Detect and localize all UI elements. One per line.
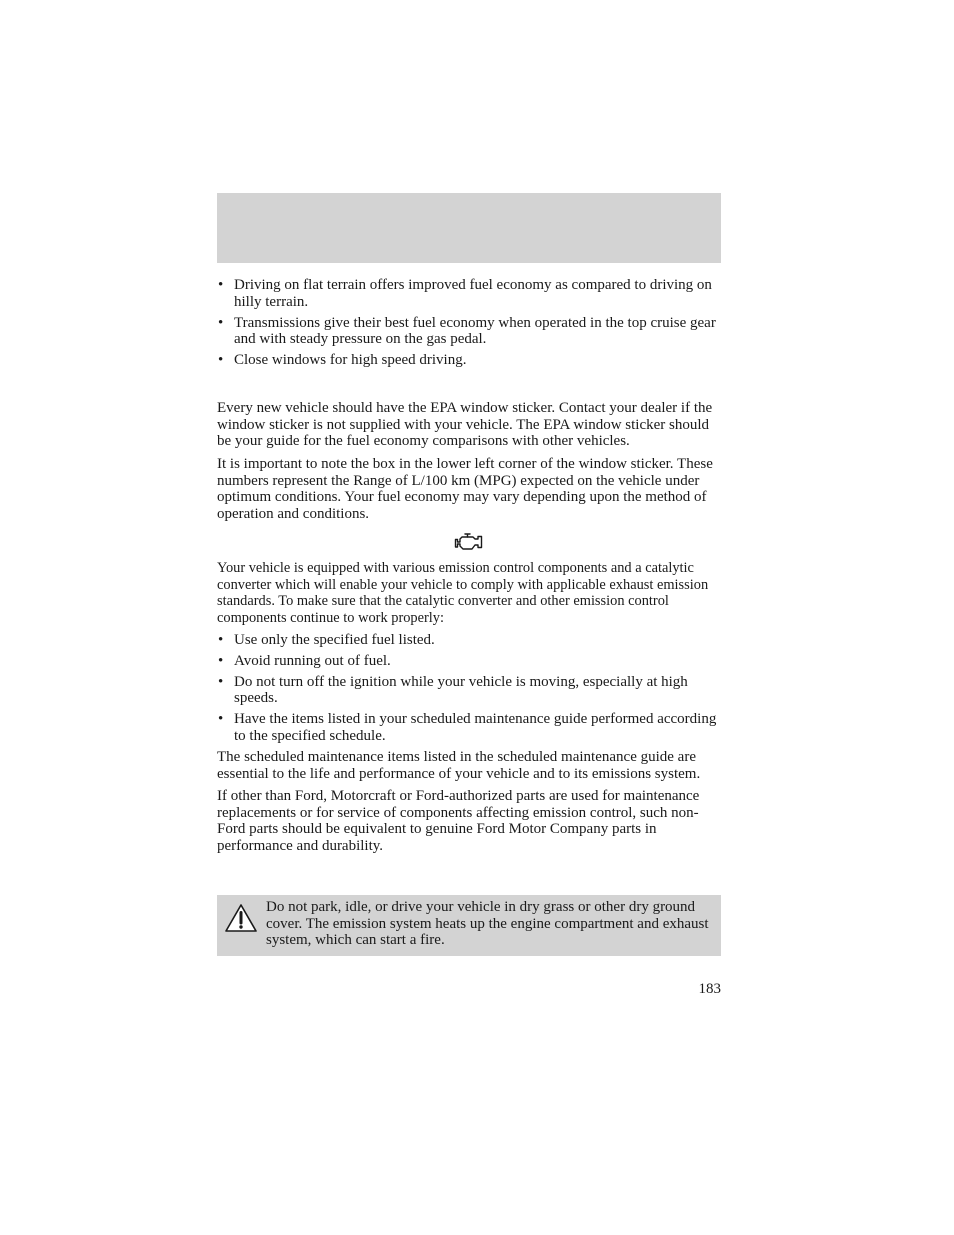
bullet-mark: •: [218, 314, 224, 331]
list-item-text: Do not turn off the ignition while your vehicle is moving, especially at high speeds.: [234, 673, 688, 707]
list-item: [217, 315, 721, 348]
section-gap: [217, 373, 721, 400]
list-item: [217, 277, 721, 310]
list-item-text: Have the items listed in your scheduled maintenance guide performed according to the specified schedule.: [234, 711, 717, 745]
list-item: [217, 674, 721, 707]
emission-intro: Your vehicle is equipped with various emission control components and a catalytic converter which will enable your vehicle to comply with applicable exhaust emission standards. To make sure that the catalytic converter and other emission control components continue to work properly:: [217, 560, 709, 626]
warning-box: [217, 895, 721, 956]
list-item: [217, 632, 721, 649]
emission-icon-row: [217, 532, 721, 554]
list-item: [217, 352, 721, 369]
epa-paragraph: Every new vehicle should have the EPA window sticker. Contact your dealer if the window sticker is not supplied with your vehicle. The EPA window sticker should be your guide for the fuel economy comparisons with other vehicles.: [217, 400, 713, 450]
fuel-tips-list: [217, 277, 721, 369]
list-item: [217, 653, 721, 670]
list-item-text: Driving on flat terrain offers improved fuel economy as compared to driving on hilly terrain.: [234, 277, 712, 310]
list-item: [217, 711, 721, 744]
warning-text: Do not park, idle, or drive your vehicle in dry grass or other dry ground cover. The emission system heats up the engine compartment and exhaust system, which can start a fire.: [266, 899, 709, 949]
warning-triangle-icon: [224, 903, 258, 933]
bullet-mark: •: [218, 711, 224, 728]
page-content: [217, 277, 721, 861]
bullet-mark: •: [218, 652, 224, 669]
list-item-text: Use only the specified fuel listed.: [234, 631, 435, 648]
bullet-mark: •: [218, 631, 224, 648]
list-item-text: Transmissions give their best fuel economy when operated in the top cruise gear and with steady pressure on the gas pedal.: [234, 314, 716, 348]
bullet-mark: •: [218, 277, 224, 293]
bullet-mark: •: [218, 673, 224, 690]
list-item-text: Close windows for high speed driving.: [234, 352, 467, 369]
page-number: 183: [698, 981, 721, 997]
engine-icon: [454, 532, 484, 552]
parts-paragraph: If other than Ford, Motorcraft or Ford-authorized parts are used for maintenance replacements or for service of components affecting emission control, such non-Ford parts should be equivalent to genuine Ford Motor Company parts in performance and durability.: [217, 788, 700, 855]
epa-paragraph: It is important to note the box in the lower left corner of the window sticker. These numbers represent the Range of L/100 km (MPG) expected on the vehicle under optimum conditions. Your fuel economy may vary depending upon the method of operation and conditions.: [217, 455, 713, 522]
list-item-text: Avoid running out of fuel.: [234, 652, 391, 669]
bullet-mark: •: [218, 352, 224, 369]
section-header-band: [217, 193, 721, 263]
maintenance-paragraph: The scheduled maintenance items listed in the scheduled maintenance guide are essential to the life and performance of your vehicle and to its emissions system.: [217, 749, 701, 782]
emission-list: [217, 632, 721, 745]
